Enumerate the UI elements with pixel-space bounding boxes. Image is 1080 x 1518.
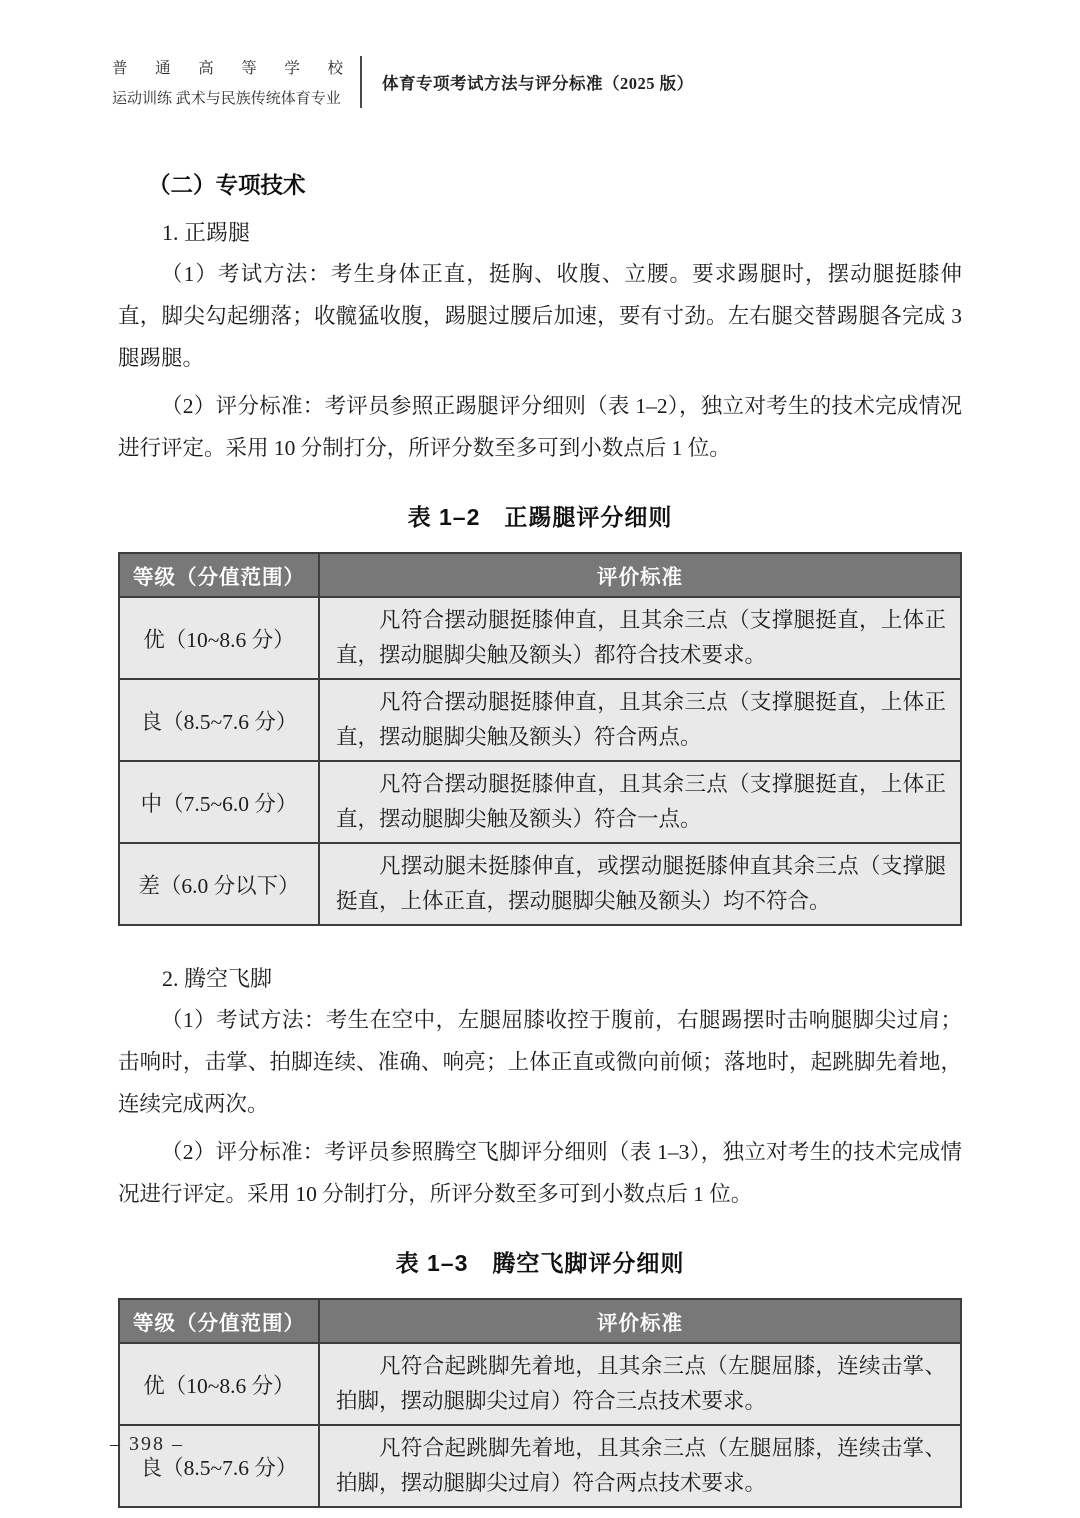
item-2-exam-method: （1）考试方法：考生在空中，左腿屈膝收控于腹前，右腿踢摆时击响腿脚尖过肩；击响时，击掌、拍脚连续、准确、响亮；上体正直或微向前倾；落地时，起跳脚先着地，连续完成两次。 [118, 1008, 962, 1116]
section-heading: （二）专项技术 [148, 173, 306, 198]
table-1-2-caption: 表 1–2 正踢腿评分细则 [407, 504, 673, 530]
header-doc-title: 体育专项考试方法与评分标准（2025 版） [382, 74, 694, 93]
column-header-grade: 等级（分值范围） [119, 553, 319, 597]
criteria-cell: 凡符合摆动腿挺膝伸直，且其余三点（支撑腿挺直，上体正直，摆动腿脚尖触及额头）符合两点。 [319, 679, 961, 761]
column-header-criteria: 评价标准 [319, 553, 961, 597]
item-2-title: 2. 腾空飞脚 [162, 966, 273, 991]
table-1-3-head [119, 1299, 961, 1343]
score-table-1-2 [118, 552, 962, 926]
item-1-scoring-standard: （2）评分标准：考评员参照正踢腿评分细则（表 1–2），独立对考生的技术完成情况进行评定。采用 10 分制打分，所评分数至多可到小数点后 1 位。 [118, 394, 962, 460]
criteria-cell: 凡符合起跳脚先着地，且其余三点（左腿屈膝，连续击掌、拍脚，摆动腿脚尖过肩）符合三点技术要求。 [319, 1343, 961, 1425]
item-1-title: 1. 正踢腿 [162, 220, 251, 245]
page-header [112, 56, 990, 108]
table-header-row [119, 553, 961, 597]
grade-cell: 优（10~8.6 分） [119, 1343, 319, 1425]
item-2-scoring-standard: （2）评分标准：考评员参照腾空飞脚评分细则（表 1–3），独立对考生的技术完成情况进行评定。采用 10 分制打分，所评分数至多可到小数点后 1 位。 [118, 1140, 962, 1206]
grade-cell: 良（8.5~7.6 分） [119, 1425, 319, 1507]
criteria-cell: 凡摆动腿未挺膝伸直，或摆动腿挺膝伸直其余三点（支撑腿挺直，上体正直，摆动腿脚尖触及额头）均不符合。 [319, 843, 961, 925]
table-1-2-head [119, 553, 961, 597]
table-row [119, 1343, 961, 1425]
column-header-grade: 等级（分值范围） [119, 1299, 319, 1343]
page-number: – 398 – [110, 1433, 184, 1455]
table-1-3-caption: 表 1–3 腾空飞脚评分细则 [395, 1250, 685, 1276]
table-row [119, 1425, 961, 1507]
grade-cell: 良（8.5~7.6 分） [119, 679, 319, 761]
grade-cell: 差（6.0 分以下） [119, 843, 319, 925]
grade-cell: 中（7.5~6.0 分） [119, 761, 319, 843]
page-body [118, 168, 962, 1508]
table-row [119, 679, 961, 761]
table-header-row [119, 1299, 961, 1343]
score-table-1-3 [118, 1298, 962, 1508]
criteria-cell: 凡符合摆动腿挺膝伸直，且其余三点（支撑腿挺直，上体正直，摆动腿脚尖触及额头）都符合技术要求。 [319, 597, 961, 679]
table-row [119, 597, 961, 679]
header-major-line: 运动训练 武术与民族传统体育专业 [112, 91, 341, 107]
header-school-block [112, 56, 344, 108]
header-school-type: 普通高等学校 [112, 60, 344, 77]
criteria-cell: 凡符合起跳脚先着地，且其余三点（左腿屈膝，连续击掌、拍脚，摆动腿脚尖过肩）符合两点技术要求。 [319, 1425, 961, 1507]
item-1-exam-method: （1）考试方法：考生身体正直，挺胸、收腹、立腰。要求踢腿时，摆动腿挺膝伸直，脚尖勾起绷落；收髋猛收腹，踢腿过腰后加速，要有寸劲。左右腿交替踢腿各完成 3 腿踢腿。 [118, 262, 962, 370]
table-row [119, 761, 961, 843]
header-divider [360, 56, 362, 108]
table-row [119, 843, 961, 925]
grade-cell: 优（10~8.6 分） [119, 597, 319, 679]
column-header-criteria: 评价标准 [319, 1299, 961, 1343]
criteria-cell: 凡符合摆动腿挺膝伸直，且其余三点（支撑腿挺直，上体正直，摆动腿脚尖触及额头）符合一点。 [319, 761, 961, 843]
